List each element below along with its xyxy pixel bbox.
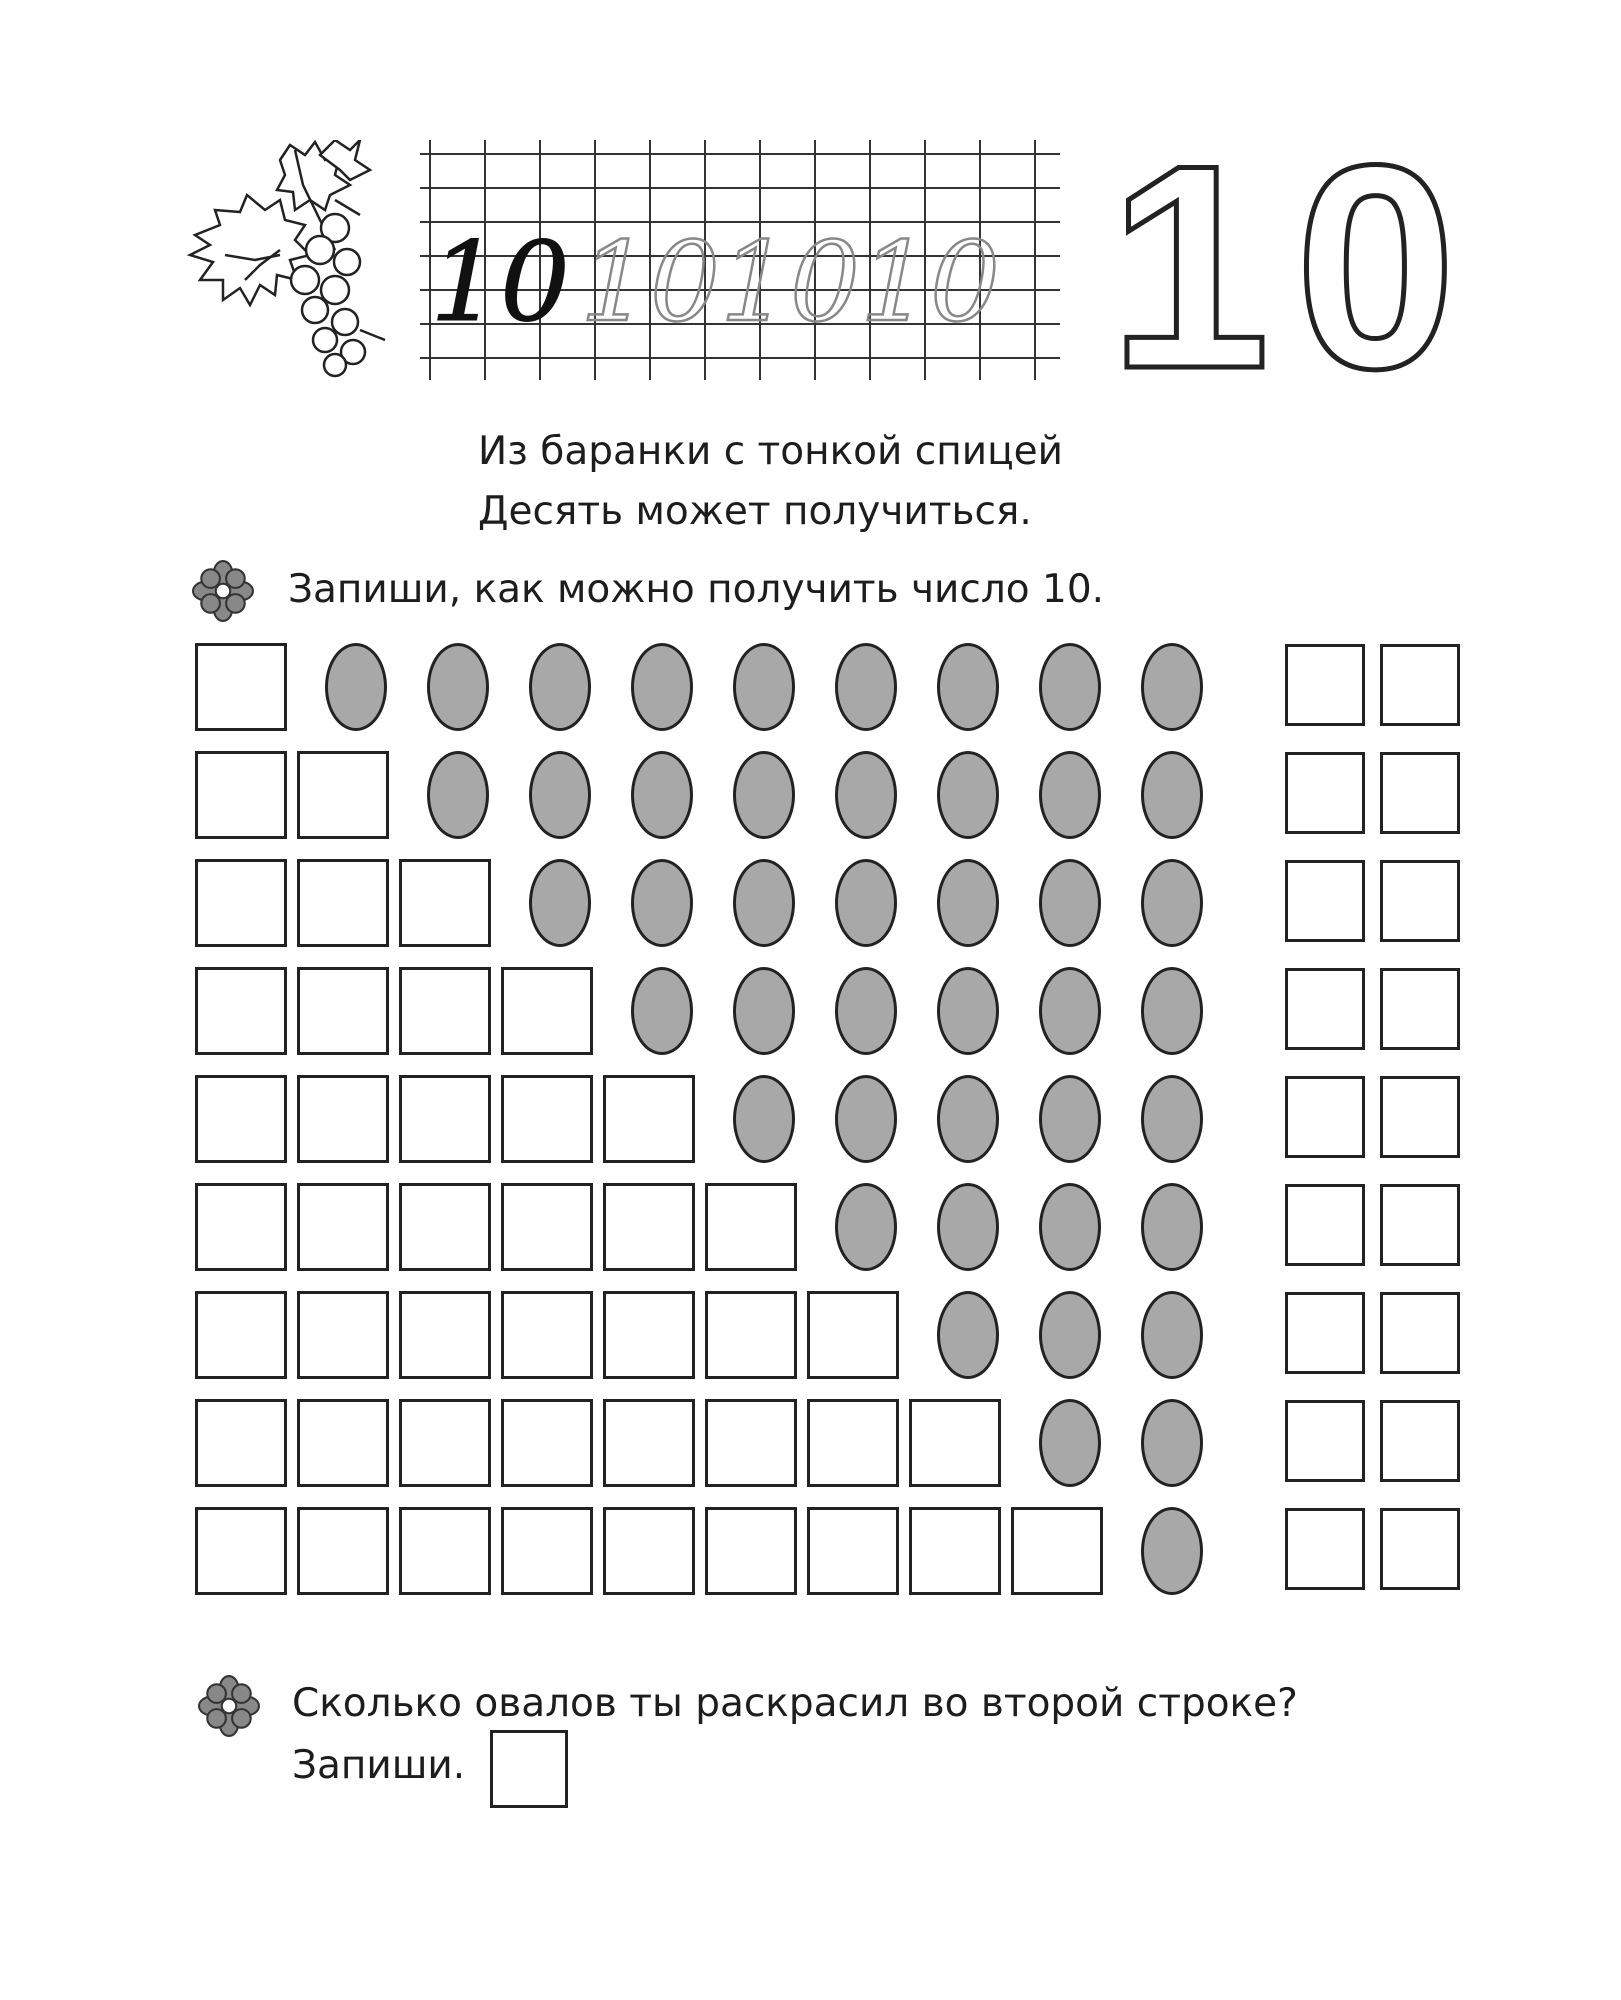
empty-box[interactable] bbox=[909, 1507, 1001, 1595]
empty-box[interactable] bbox=[705, 1183, 797, 1271]
answer-cell[interactable] bbox=[1380, 752, 1460, 834]
empty-box[interactable] bbox=[603, 1399, 695, 1487]
shaded-oval bbox=[937, 859, 999, 947]
answer-cell[interactable] bbox=[1285, 644, 1365, 726]
answer-cell[interactable] bbox=[1380, 1508, 1460, 1590]
grid-row bbox=[195, 1072, 1465, 1166]
grid-row bbox=[195, 856, 1465, 950]
shaded-oval bbox=[835, 1075, 897, 1163]
shaded-oval bbox=[1141, 643, 1203, 731]
shaded-oval bbox=[937, 1075, 999, 1163]
shaded-oval bbox=[631, 859, 693, 947]
empty-box[interactable] bbox=[501, 1399, 593, 1487]
copy-sample-4: 10 bbox=[860, 218, 1000, 346]
shaded-oval bbox=[631, 967, 693, 1055]
shaded-oval bbox=[937, 1183, 999, 1271]
currant-branch-icon bbox=[185, 140, 405, 380]
shaded-oval bbox=[631, 751, 693, 839]
answer-cell[interactable] bbox=[1285, 752, 1365, 834]
empty-box[interactable] bbox=[399, 1291, 491, 1379]
answer-cell[interactable] bbox=[1380, 1076, 1460, 1158]
empty-box[interactable] bbox=[297, 1075, 389, 1163]
empty-box[interactable] bbox=[195, 967, 287, 1055]
shaded-oval bbox=[427, 751, 489, 839]
copy-sample-3: 10 bbox=[720, 218, 860, 346]
shaded-oval bbox=[1141, 1183, 1203, 1271]
empty-box[interactable] bbox=[195, 1291, 287, 1379]
empty-box[interactable] bbox=[603, 1075, 695, 1163]
task2-write-label: Запиши. bbox=[292, 1743, 466, 1788]
empty-box[interactable] bbox=[297, 1399, 389, 1487]
flower-icon bbox=[198, 1675, 260, 1737]
answer-cell[interactable] bbox=[1380, 968, 1460, 1050]
empty-box[interactable] bbox=[807, 1507, 899, 1595]
empty-box[interactable] bbox=[399, 967, 491, 1055]
task1-text: Запиши, как можно получить число 10. bbox=[288, 567, 1105, 612]
rhyme-line-1: Из баранки с тонкой спицей bbox=[478, 429, 1063, 474]
rhyme-line-2: Десять может получиться. bbox=[478, 489, 1032, 534]
empty-box[interactable] bbox=[705, 1507, 797, 1595]
empty-box[interactable] bbox=[501, 1183, 593, 1271]
answer-box[interactable] bbox=[490, 1730, 568, 1808]
answer-cell[interactable] bbox=[1285, 1076, 1365, 1158]
shaded-oval bbox=[1039, 859, 1101, 947]
answer-cell[interactable] bbox=[1380, 644, 1460, 726]
empty-box[interactable] bbox=[807, 1399, 899, 1487]
empty-box[interactable] bbox=[603, 1183, 695, 1271]
shaded-oval bbox=[937, 751, 999, 839]
grid-row bbox=[195, 1504, 1465, 1598]
shaded-oval bbox=[1039, 1075, 1101, 1163]
empty-box[interactable] bbox=[501, 1291, 593, 1379]
empty-box[interactable] bbox=[399, 1399, 491, 1487]
shaded-oval bbox=[733, 751, 795, 839]
grid-row bbox=[195, 964, 1465, 1058]
shaded-oval bbox=[529, 859, 591, 947]
empty-box[interactable] bbox=[705, 1291, 797, 1379]
empty-box[interactable] bbox=[501, 967, 593, 1055]
answer-cell[interactable] bbox=[1285, 1508, 1365, 1590]
shaded-oval bbox=[1141, 1399, 1203, 1487]
answer-cell[interactable] bbox=[1285, 968, 1365, 1050]
task2-question: Сколько овалов ты раскрасил во второй строке? bbox=[292, 1681, 1298, 1726]
empty-box[interactable] bbox=[195, 751, 287, 839]
answer-cell[interactable] bbox=[1380, 860, 1460, 942]
copybook-grid bbox=[420, 140, 1060, 390]
empty-box[interactable] bbox=[297, 1183, 389, 1271]
shaded-oval bbox=[1141, 1507, 1203, 1595]
shaded-oval bbox=[1141, 967, 1203, 1055]
empty-box[interactable] bbox=[399, 859, 491, 947]
empty-box[interactable] bbox=[603, 1507, 695, 1595]
shaded-oval bbox=[1039, 1291, 1101, 1379]
empty-box[interactable] bbox=[297, 1291, 389, 1379]
empty-box[interactable] bbox=[909, 1399, 1001, 1487]
empty-box[interactable] bbox=[399, 1507, 491, 1595]
empty-box[interactable] bbox=[195, 859, 287, 947]
shaded-oval bbox=[1039, 643, 1101, 731]
copy-sample-2: 10 bbox=[580, 218, 720, 346]
empty-box[interactable] bbox=[297, 967, 389, 1055]
big-number-text: 10 bbox=[1108, 135, 1482, 395]
shaded-oval bbox=[1141, 1291, 1203, 1379]
empty-box[interactable] bbox=[807, 1291, 899, 1379]
answer-cell[interactable] bbox=[1285, 1184, 1365, 1266]
empty-box[interactable] bbox=[399, 1075, 491, 1163]
answer-cell[interactable] bbox=[1285, 1292, 1365, 1374]
shaded-oval bbox=[1039, 967, 1101, 1055]
empty-box[interactable] bbox=[195, 1075, 287, 1163]
shaded-oval bbox=[733, 967, 795, 1055]
shaded-oval bbox=[937, 643, 999, 731]
shaded-oval bbox=[937, 1291, 999, 1379]
shaded-oval bbox=[1141, 751, 1203, 839]
empty-box[interactable] bbox=[297, 859, 389, 947]
shaded-oval bbox=[1039, 751, 1101, 839]
shaded-oval bbox=[427, 643, 489, 731]
shaded-oval bbox=[631, 643, 693, 731]
grid-row bbox=[195, 748, 1465, 842]
empty-box[interactable] bbox=[195, 1183, 287, 1271]
empty-box[interactable] bbox=[399, 1183, 491, 1271]
shaded-oval bbox=[529, 643, 591, 731]
shaded-oval bbox=[1141, 1075, 1203, 1163]
answer-cell[interactable] bbox=[1285, 860, 1365, 942]
empty-box[interactable] bbox=[297, 751, 389, 839]
shaded-oval bbox=[937, 967, 999, 1055]
shaded-oval bbox=[733, 643, 795, 731]
empty-box[interactable] bbox=[297, 1507, 389, 1595]
shaded-oval bbox=[1039, 1399, 1101, 1487]
empty-box[interactable] bbox=[705, 1399, 797, 1487]
empty-box[interactable] bbox=[195, 643, 287, 731]
empty-box[interactable] bbox=[501, 1075, 593, 1163]
shaded-oval bbox=[835, 643, 897, 731]
grid-row bbox=[195, 1396, 1465, 1490]
empty-box[interactable] bbox=[1011, 1507, 1103, 1595]
shaded-oval bbox=[733, 859, 795, 947]
empty-box[interactable] bbox=[195, 1399, 287, 1487]
grid-row bbox=[195, 1288, 1465, 1382]
shaded-oval bbox=[1039, 1183, 1101, 1271]
empty-box[interactable] bbox=[195, 1507, 287, 1595]
shaded-oval bbox=[835, 1183, 897, 1271]
answer-cell[interactable] bbox=[1380, 1292, 1460, 1374]
empty-box[interactable] bbox=[501, 1507, 593, 1595]
answer-cell[interactable] bbox=[1380, 1184, 1460, 1266]
shaded-oval bbox=[1141, 859, 1203, 947]
shaded-oval bbox=[835, 967, 897, 1055]
flower-icon bbox=[192, 560, 254, 622]
shaded-oval bbox=[325, 643, 387, 731]
shaded-oval bbox=[733, 1075, 795, 1163]
shaded-oval bbox=[835, 751, 897, 839]
empty-box[interactable] bbox=[603, 1291, 695, 1379]
answer-cell[interactable] bbox=[1380, 1400, 1460, 1482]
decomposition-grid bbox=[195, 640, 1465, 1630]
copy-sample-1: 10 bbox=[430, 218, 570, 346]
big-number bbox=[1095, 135, 1495, 395]
shaded-oval bbox=[835, 859, 897, 947]
grid-row bbox=[195, 1180, 1465, 1274]
shaded-oval bbox=[529, 751, 591, 839]
grid-row bbox=[195, 640, 1465, 734]
answer-cell[interactable] bbox=[1285, 1400, 1365, 1482]
